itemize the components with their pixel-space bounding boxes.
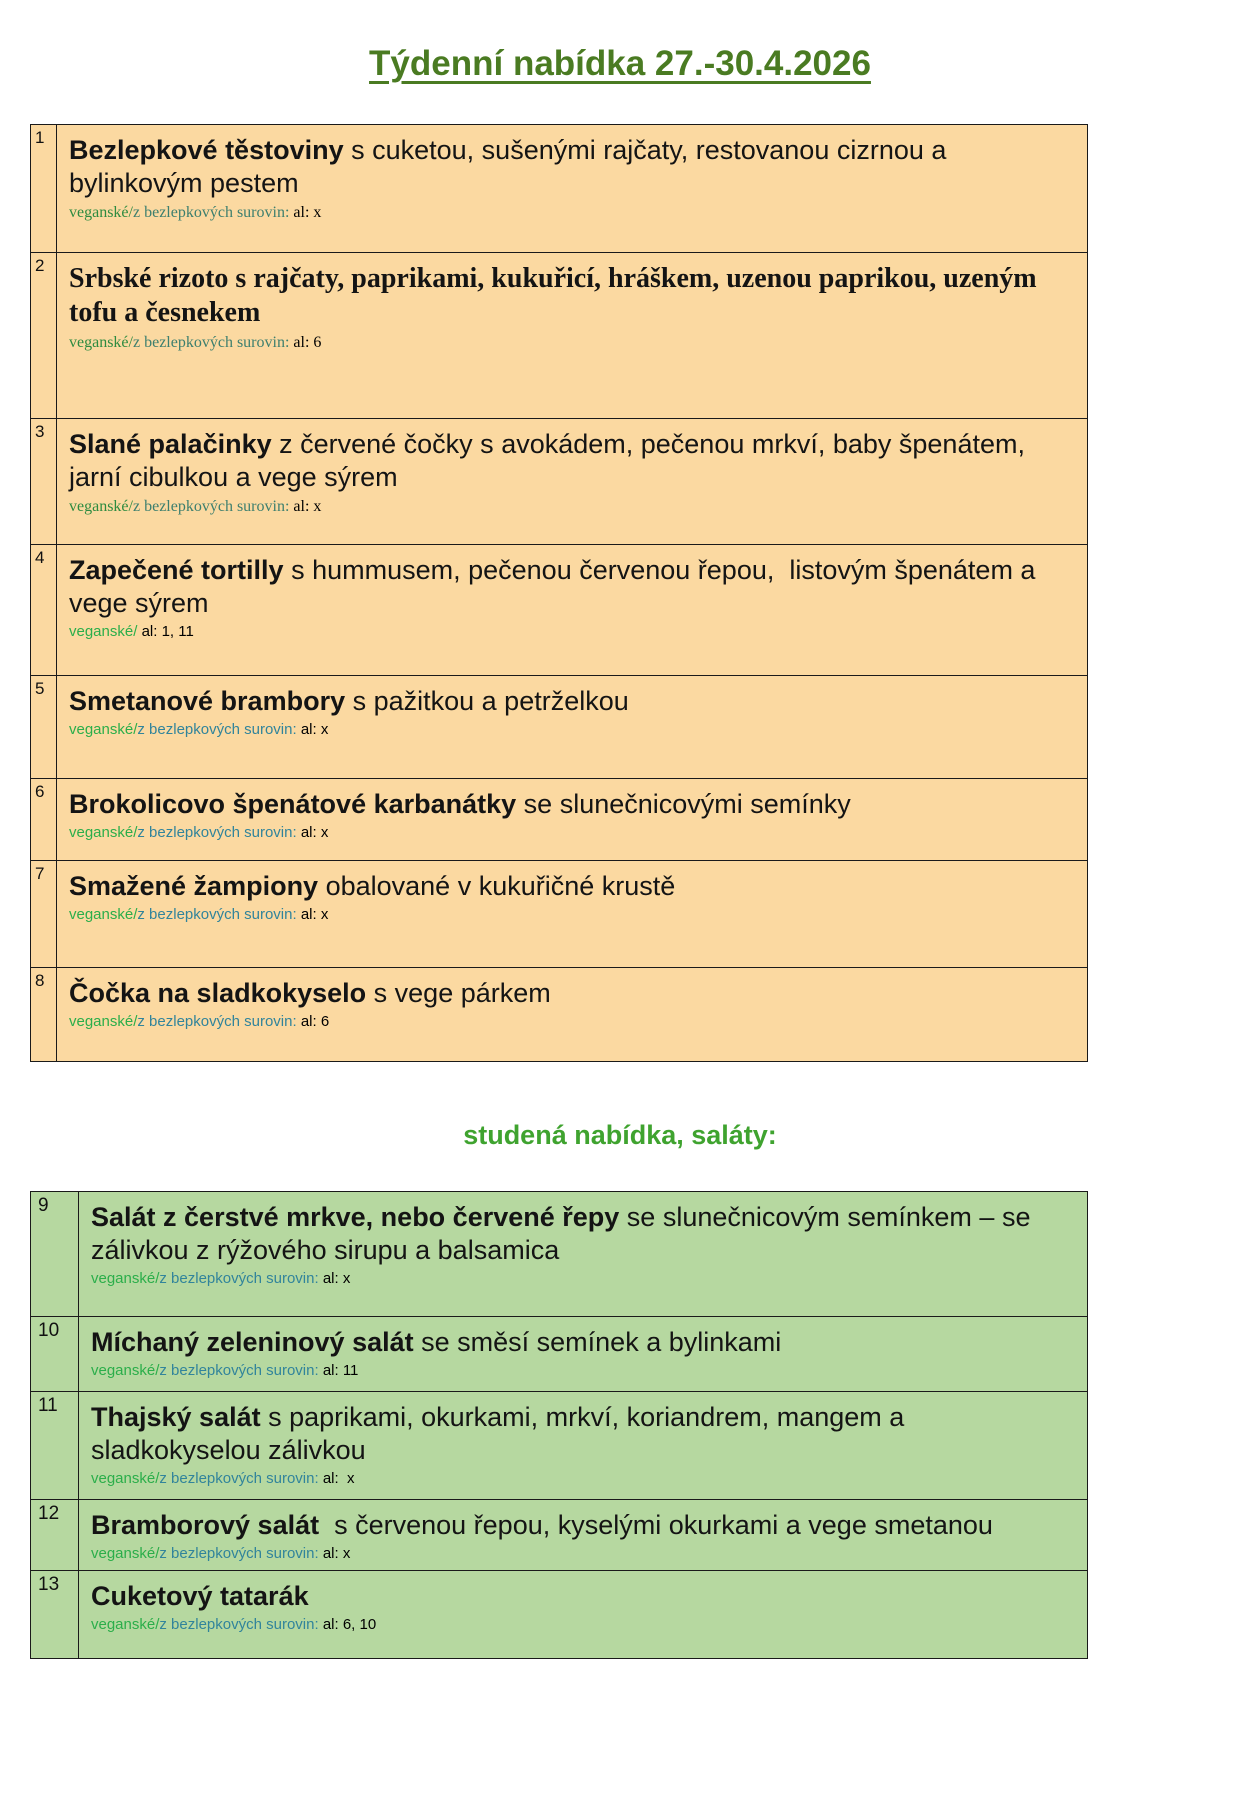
diet-label-suffix: z bezlepkových surovin: <box>159 1544 319 1562</box>
allergen-info: al: x <box>322 1269 351 1287</box>
page-title <box>0 44 1240 84</box>
dish-name: Salát z čerstvé mrkve, nebo červené řepy <box>91 1202 620 1232</box>
item-number: 6 <box>31 779 57 860</box>
item-content <box>79 1571 1087 1658</box>
diet-label: veganské/ <box>69 203 133 221</box>
menu-row-7 <box>31 860 1087 967</box>
diet-label: veganské/ <box>69 1012 138 1030</box>
allergen-info: al: x <box>300 720 329 738</box>
dish-name: Bezlepkové těstoviny <box>69 135 344 165</box>
dish-text <box>69 870 1057 903</box>
menu-row-5 <box>31 675 1087 778</box>
dish-name: Thajský salát <box>91 1402 261 1432</box>
diet-label: veganské/ <box>69 905 138 923</box>
dish-description: se slunečnicovými semínky <box>516 789 851 819</box>
dish-description: s paprikami, okurkami, mrkví, koriandrem, mangem a sladkokyselou zálivkou <box>91 1402 912 1465</box>
diet-label: veganské/ <box>69 334 133 352</box>
diet-label-suffix: z bezlepkových surovin: <box>137 823 297 841</box>
dish-text <box>91 1509 1057 1542</box>
dish-name: Míchaný zeleninový salát <box>91 1327 414 1357</box>
dish-text <box>91 1326 1057 1359</box>
dish-description: se směsí semínek a bylinkami <box>413 1327 782 1357</box>
hot-menu-table <box>30 124 1088 1062</box>
allergen-info: al: x <box>300 823 329 841</box>
dish-text <box>69 262 1057 330</box>
allergen-info: al: 6 <box>293 334 322 352</box>
menu-row-9 <box>31 1192 1087 1316</box>
item-number: 8 <box>31 968 57 1061</box>
dish-name: Zapečené tortilly <box>69 555 284 585</box>
item-content <box>57 861 1087 967</box>
diet-label-suffix: z bezlepkových surovin: <box>137 720 297 738</box>
item-content <box>79 1500 1087 1570</box>
item-content <box>57 779 1087 860</box>
dish-text <box>69 428 1057 494</box>
dish-description: s cuketou, sušenými rajčaty, restovanou cizrnou a bylinkovým pestem <box>69 135 954 198</box>
diet-label-suffix: z bezlepkových surovin: <box>137 905 297 923</box>
diet-label: veganské/ <box>91 1469 160 1487</box>
dish-text <box>69 554 1057 620</box>
diet-label: veganské/ <box>91 1269 160 1287</box>
cold-menu-table <box>30 1191 1088 1659</box>
allergen-info: al: x <box>322 1544 351 1562</box>
item-number: 2 <box>31 253 57 418</box>
item-number: 3 <box>31 419 57 544</box>
item-number: 12 <box>31 1500 79 1570</box>
diet-allergen-line <box>91 1545 1057 1564</box>
dish-text <box>69 685 1057 718</box>
dish-name: Smetanové brambory <box>69 686 346 716</box>
item-content <box>57 676 1087 778</box>
dish-name: Srbské rizoto s rajčaty, paprikami, kukuřicí, hráškem, uzenou paprikou, uzeným tofu a česnekem <box>69 263 1044 329</box>
dish-text <box>91 1201 1057 1267</box>
dish-name: Smažené žampiony <box>69 871 319 901</box>
diet-allergen-line <box>91 1470 1057 1489</box>
diet-allergen-line <box>91 1616 1057 1635</box>
diet-label: veganské/ <box>91 1361 160 1379</box>
dish-name: Čočka na sladkokyselo <box>69 978 367 1008</box>
item-number: 1 <box>31 125 57 252</box>
diet-allergen-line <box>69 623 1057 642</box>
item-number: 7 <box>31 861 57 967</box>
diet-allergen-line <box>91 1270 1057 1289</box>
dish-description: z červené čočky s avokádem, pečenou mrkví, baby špenátem, jarní cibulkou a vege sýrem <box>69 429 1033 492</box>
allergen-info: al: 11 <box>322 1361 359 1379</box>
item-content <box>79 1392 1087 1499</box>
item-number: 13 <box>31 1571 79 1658</box>
diet-allergen-line <box>69 1013 1057 1032</box>
item-number: 5 <box>31 676 57 778</box>
dish-name: Bramborový salát <box>91 1510 320 1540</box>
item-content <box>57 253 1087 418</box>
dish-description: s hummusem, pečenou červenou řepou, listovým špenátem a vege sýrem <box>69 555 1043 618</box>
page-title-text: Týdenní nabídka 27.-30.4.2026 <box>369 44 871 83</box>
allergen-info: al: 6, 10 <box>322 1615 377 1633</box>
item-content <box>57 419 1087 544</box>
item-content <box>79 1317 1087 1391</box>
cold-section-heading: studená nabídka, saláty: <box>463 1120 777 1150</box>
dish-description: s vege párkem <box>366 978 551 1008</box>
allergen-info: al: 1, 11 <box>141 622 194 640</box>
diet-allergen-line <box>91 1362 1057 1381</box>
diet-allergen-line <box>69 203 1057 223</box>
diet-label-suffix: z bezlepkových surovin: <box>159 1269 319 1287</box>
menu-row-11 <box>31 1391 1087 1499</box>
diet-allergen-line <box>69 497 1057 517</box>
allergen-info: al: x <box>322 1469 355 1487</box>
item-content <box>57 545 1087 675</box>
diet-allergen-line <box>69 333 1057 353</box>
dish-text <box>69 977 1057 1010</box>
diet-label: veganské/ <box>69 497 133 515</box>
dish-text <box>91 1580 1057 1613</box>
dish-text <box>69 788 1057 821</box>
item-content <box>57 125 1087 252</box>
diet-allergen-line <box>69 721 1057 740</box>
item-number: 10 <box>31 1317 79 1391</box>
menu-row-3 <box>31 418 1087 544</box>
diet-label-suffix: z bezlepkových surovin: <box>159 1469 319 1487</box>
menu-row-13 <box>31 1570 1087 1658</box>
diet-allergen-line <box>69 824 1057 843</box>
menu-row-2 <box>31 252 1087 418</box>
diet-label: veganské/ <box>69 720 138 738</box>
diet-label-suffix: z bezlepkových surovin: <box>159 1361 319 1379</box>
dish-description: obalované v kukuřičné krustě <box>318 871 676 901</box>
diet-label: veganské/ <box>69 823 138 841</box>
diet-label: veganské/ <box>91 1544 160 1562</box>
dish-name: Cuketový tatarák <box>91 1580 309 1611</box>
dish-name: Slané palačinky <box>69 429 272 459</box>
diet-allergen-line <box>69 906 1057 925</box>
menu-row-1 <box>31 125 1087 252</box>
item-number: 9 <box>31 1192 79 1316</box>
diet-label-suffix: z bezlepkových surovin: <box>132 497 290 515</box>
diet-label-suffix: z bezlepkových surovin: <box>137 1012 297 1030</box>
menu-row-12 <box>31 1499 1087 1570</box>
dish-name: Brokolicovo špenátové karbanátky <box>69 789 517 819</box>
diet-label: veganské/ <box>91 1615 160 1633</box>
item-content <box>57 968 1087 1061</box>
menu-row-10 <box>31 1316 1087 1391</box>
allergen-info: al: x <box>293 497 322 515</box>
allergen-info: al: 6 <box>300 1012 330 1030</box>
menu-row-6 <box>31 778 1087 860</box>
item-number: 11 <box>31 1392 79 1499</box>
item-number: 4 <box>31 545 57 675</box>
allergen-info: al: x <box>293 203 322 221</box>
menu-row-4 <box>31 544 1087 675</box>
allergen-info: al: x <box>300 905 329 923</box>
menu-document <box>0 44 1240 1659</box>
diet-label: veganské/ <box>69 622 138 640</box>
dish-description: s pažitkou a petrželkou <box>345 686 629 716</box>
dish-description: s červenou řepou, kyselými okurkami a vege smetanou <box>319 1510 993 1540</box>
menu-row-8 <box>31 967 1087 1061</box>
dish-description: se slunečnicovým semínkem – se zálivkou z rýžového sirupu a balsamica <box>91 1202 1038 1265</box>
dish-text <box>69 134 1057 200</box>
diet-label-suffix: z bezlepkových surovin: <box>132 334 290 352</box>
diet-label-suffix: z bezlepkových surovin: <box>159 1615 319 1633</box>
item-content <box>79 1192 1087 1316</box>
dish-text <box>91 1401 1057 1467</box>
diet-label-suffix: z bezlepkových surovin: <box>132 203 290 221</box>
